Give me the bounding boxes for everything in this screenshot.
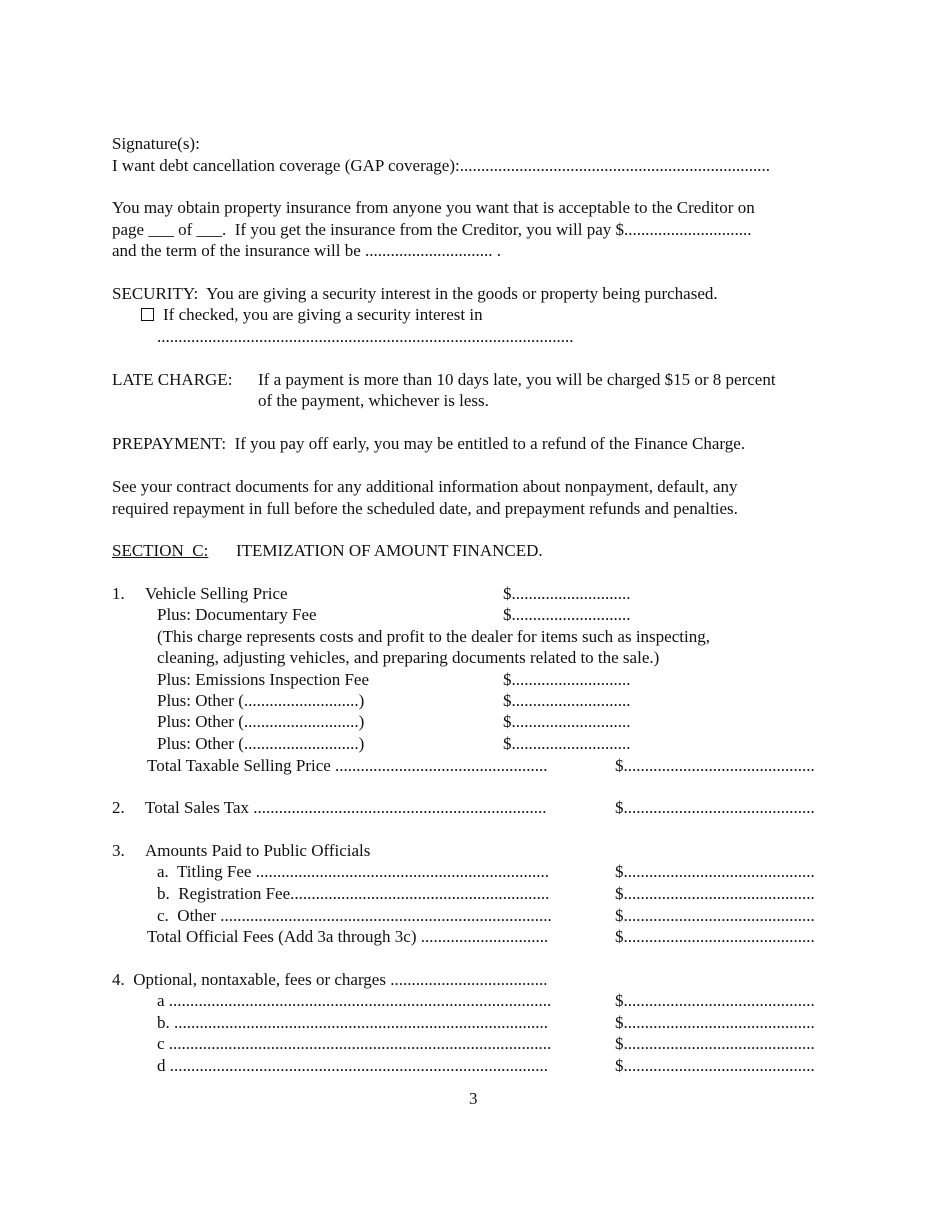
titling-fee-amount[interactable]: $............................................. bbox=[615, 862, 815, 881]
vehicle-selling-price-label: Vehicle Selling Price bbox=[145, 584, 288, 603]
insurance-line-3[interactable]: and the term of the insurance will be .............................. . bbox=[112, 241, 502, 260]
documentary-fee-note-1: (This charge represents costs and profit to the dealer for items such as inspecting, bbox=[157, 627, 710, 646]
optional-fee-b-amount[interactable]: $............................................. bbox=[615, 1013, 815, 1032]
security-checkbox[interactable] bbox=[141, 308, 154, 321]
security-blank[interactable]: .................................................................................................. bbox=[157, 327, 574, 346]
total-sales-tax-label: Total Sales Tax ..................................................................... bbox=[145, 798, 547, 817]
insurance-line-2[interactable]: page ___ of ___. If you get the insurance from the Creditor, you will pay $.............................. bbox=[112, 220, 752, 239]
section-c-title: ITEMIZATION OF AMOUNT FINANCED. bbox=[236, 541, 543, 560]
other-fee-2-amount[interactable]: $............................ bbox=[503, 712, 631, 731]
section-c-label: SECTION C: bbox=[112, 541, 209, 560]
security-checkbox-label: If checked, you are giving a security interest in bbox=[163, 305, 483, 324]
other-fee-2-label[interactable]: Plus: Other (...........................) bbox=[157, 712, 365, 731]
total-taxable-price-amount[interactable]: $............................................. bbox=[615, 756, 815, 775]
optional-fee-a-amount[interactable]: $............................................. bbox=[615, 991, 815, 1010]
other-official-fee-amount[interactable]: $............................................. bbox=[615, 906, 815, 925]
total-official-fees-amount[interactable]: $............................................. bbox=[615, 927, 815, 946]
total-sales-tax-amount[interactable]: $............................................. bbox=[615, 798, 815, 817]
other-fee-3-amount[interactable]: $............................ bbox=[503, 734, 631, 753]
signatures-label: Signature(s): bbox=[112, 134, 200, 153]
vehicle-selling-price-amount[interactable]: $............................ bbox=[503, 584, 631, 603]
late-charge-line-2: of the payment, whichever is less. bbox=[258, 391, 489, 410]
other-fee-1-label[interactable]: Plus: Other (...........................) bbox=[157, 691, 365, 710]
security-checkbox-row[interactable] bbox=[141, 305, 483, 325]
public-officials-label: Amounts Paid to Public Officials bbox=[145, 841, 371, 860]
optional-fee-a-label[interactable]: a .......................................................................................... bbox=[157, 991, 552, 1010]
item-3-number: 3. bbox=[112, 841, 125, 860]
total-official-fees-label: Total Official Fees (Add 3a through 3c) .............................. bbox=[147, 927, 549, 946]
prepayment-line: PREPAYMENT: If you pay off early, you may be entitled to a refund of the Finance Charge. bbox=[112, 434, 746, 453]
optional-fee-d-label[interactable]: d ......................................................................................... bbox=[157, 1056, 548, 1075]
late-charge-line-1: If a payment is more than 10 days late, you will be charged $15 or 8 percent bbox=[258, 370, 776, 389]
optional-fees-label: 4. Optional, nontaxable, fees or charges ..................................... bbox=[112, 970, 548, 989]
registration-fee-amount[interactable]: $............................................. bbox=[615, 884, 815, 903]
item-2-number: 2. bbox=[112, 798, 125, 817]
documentary-fee-amount[interactable]: $............................ bbox=[503, 605, 631, 624]
documentary-fee-label: Plus: Documentary Fee bbox=[157, 605, 317, 624]
titling-fee-label: a. Titling Fee ..................................................................... bbox=[157, 862, 549, 881]
insurance-line-1: You may obtain property insurance from anyone you want that is acceptable to the Creditor on bbox=[112, 198, 755, 217]
optional-fee-d-amount[interactable]: $............................................. bbox=[615, 1056, 815, 1075]
late-charge-label: LATE CHARGE: bbox=[112, 370, 233, 389]
other-fee-3-label[interactable]: Plus: Other (...........................) bbox=[157, 734, 365, 753]
contract-docs-line-1: See your contract documents for any additional information about nonpayment, default, any bbox=[112, 477, 738, 496]
contract-docs-line-2: required repayment in full before the scheduled date, and prepayment refunds and penalties. bbox=[112, 499, 738, 518]
other-fee-1-amount[interactable]: $............................ bbox=[503, 691, 631, 710]
total-taxable-price-label: Total Taxable Selling Price .................................................. bbox=[147, 756, 548, 775]
emissions-fee-label: Plus: Emissions Inspection Fee bbox=[157, 670, 370, 689]
documentary-fee-note-2: cleaning, adjusting vehicles, and preparing documents related to the sale.) bbox=[157, 648, 660, 667]
page-number: 3 bbox=[469, 1089, 478, 1108]
optional-fee-b-label[interactable]: b. ........................................................................................ bbox=[157, 1013, 548, 1032]
optional-fee-c-label[interactable]: c .......................................................................................... bbox=[157, 1034, 552, 1053]
registration-fee-label: b. Registration Fee............................................................. bbox=[157, 884, 550, 903]
item-1-number: 1. bbox=[112, 584, 125, 603]
gap-coverage-line[interactable]: I want debt cancellation coverage (GAP coverage):......................................................................... bbox=[112, 156, 770, 175]
security-line: SECURITY: You are giving a security interest in the goods or property being purchased. bbox=[112, 284, 718, 303]
other-official-fee-label: c. Other .............................................................................. bbox=[157, 906, 552, 925]
emissions-fee-amount[interactable]: $............................ bbox=[503, 670, 631, 689]
optional-fee-c-amount[interactable]: $............................................. bbox=[615, 1034, 815, 1053]
